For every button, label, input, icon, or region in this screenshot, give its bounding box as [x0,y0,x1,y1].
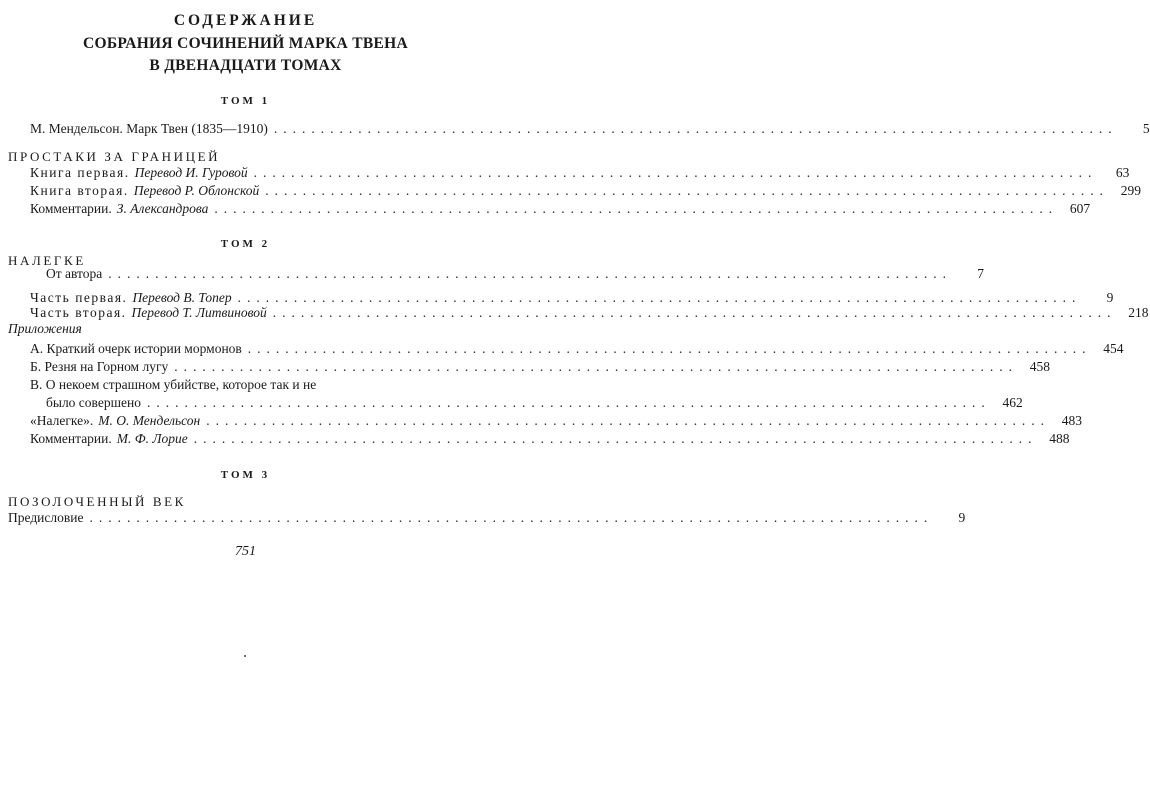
volume-2-heading: ТОМ 2 [220,238,271,250]
entry-title: Б. Резня на Горном лугу [30,359,169,374]
toc-entry [30,359,1050,377]
entry-author: М. О. Мендельсон [98,413,201,428]
toc-entry [30,341,1124,359]
entry-part: Часть первая. [30,290,128,305]
entry-translator: З. Александрова [116,201,209,216]
page-number: 462 [1002,395,1023,410]
page-number: 488 [1049,431,1070,446]
entry-title: Комментарии. [30,431,112,446]
page-number: 454 [1103,341,1124,356]
page-number: 458 [1029,359,1050,374]
dot-leader: .......................................................................................... [272,305,1117,320]
entry-title: «Налегке». [30,413,94,428]
dot-leader: .......................................................................................... [193,431,1038,446]
dot-leader: .......................................................................................... [247,341,1092,356]
entry-author: М. Ф. Лорие [116,431,188,446]
entry-title: М. Мендельсон. Марк Твен (1835—1910) [30,121,268,136]
page-number: 218 [1128,305,1149,320]
entry-part: Комментарии. [30,201,112,216]
entry-part: Часть вторая. [30,305,127,320]
entry-translator: Перевод Т. Литвиновой [131,305,267,320]
dot-leader: .......................................................................................... [253,165,1098,180]
toc-entry-from-author [46,266,985,284]
page-number: 7 [977,266,985,281]
page-number: 299 [1120,183,1142,198]
section-gilded-age: ПОЗОЛОЧЕННЫЙ ВЕК [8,494,186,509]
page-number: 9 [958,510,966,525]
dot-leader: .......................................................................................... [89,510,934,525]
page-number: 5 [1142,121,1150,136]
dot-leader: .......................................................................................... [265,183,1110,198]
volume-1-heading: ТОМ 1 [220,95,271,107]
entry-part: Книга первая. [30,165,130,180]
scan-speck [244,655,246,657]
dot-leader: .......................................................................................... [273,121,1118,136]
section-roughing-it: НАЛЕГКЕ [8,253,86,268]
volume-3-heading: ТОМ 3 [220,469,271,481]
toc-entry-preface [8,510,966,528]
dot-leader: .......................................................................................... [206,413,1050,428]
dot-leader: .......................................................................................... [108,266,953,281]
dot-leader: .......................................................................................... [214,201,1059,216]
dot-leader: .......................................................................................... [174,359,1018,374]
toc-entry [30,165,1130,183]
entry-title: Предисловие [8,510,84,525]
entry-title: А. Краткий очерк истории мормонов [30,341,242,356]
dot-leader: .......................................................................................... [146,395,991,410]
entry-title-line-1: В. О некоем страшном убийстве, которое так и не [30,377,317,392]
page-number: 9 [1106,290,1114,305]
entry-part: Книга вторая. [30,183,129,198]
page-number: 483 [1061,413,1082,428]
entry-translator: Перевод В. Топер [132,290,232,305]
dot-leader: .......................................................................................... [237,290,1082,305]
page-folio: 751 [235,544,256,559]
entry-title-line-2: было совершено [46,395,141,410]
page-number: 63 [1115,165,1130,180]
toc-entry [30,305,1149,323]
toc-subtitle-collection: СОБРАНИЯ СОЧИНЕНИЙ МАРКА ТВЕНА [83,35,408,52]
toc-entry-intro [30,121,1150,139]
entry-translator: Перевод Р. Облонской [133,183,260,198]
toc-title: СОДЕРЖАНИЕ [173,12,318,29]
toc-entry [30,431,1070,449]
toc-entry [30,413,1082,431]
page-number: 607 [1069,201,1091,216]
section-innocents-abroad: ПРОСТАКИ ЗА ГРАНИЦЕЙ [8,149,221,164]
toc-entry [30,201,1091,219]
entry-translator: Перевод И. Гуровой [134,165,248,180]
toc-entry [30,183,1142,201]
toc-entry [46,395,1023,413]
entry-title: От автора [46,266,103,281]
toc-subtitle-volumes: В ДВЕНАДЦАТИ ТОМАХ [149,57,342,74]
appendices-heading: Приложения [8,321,82,336]
